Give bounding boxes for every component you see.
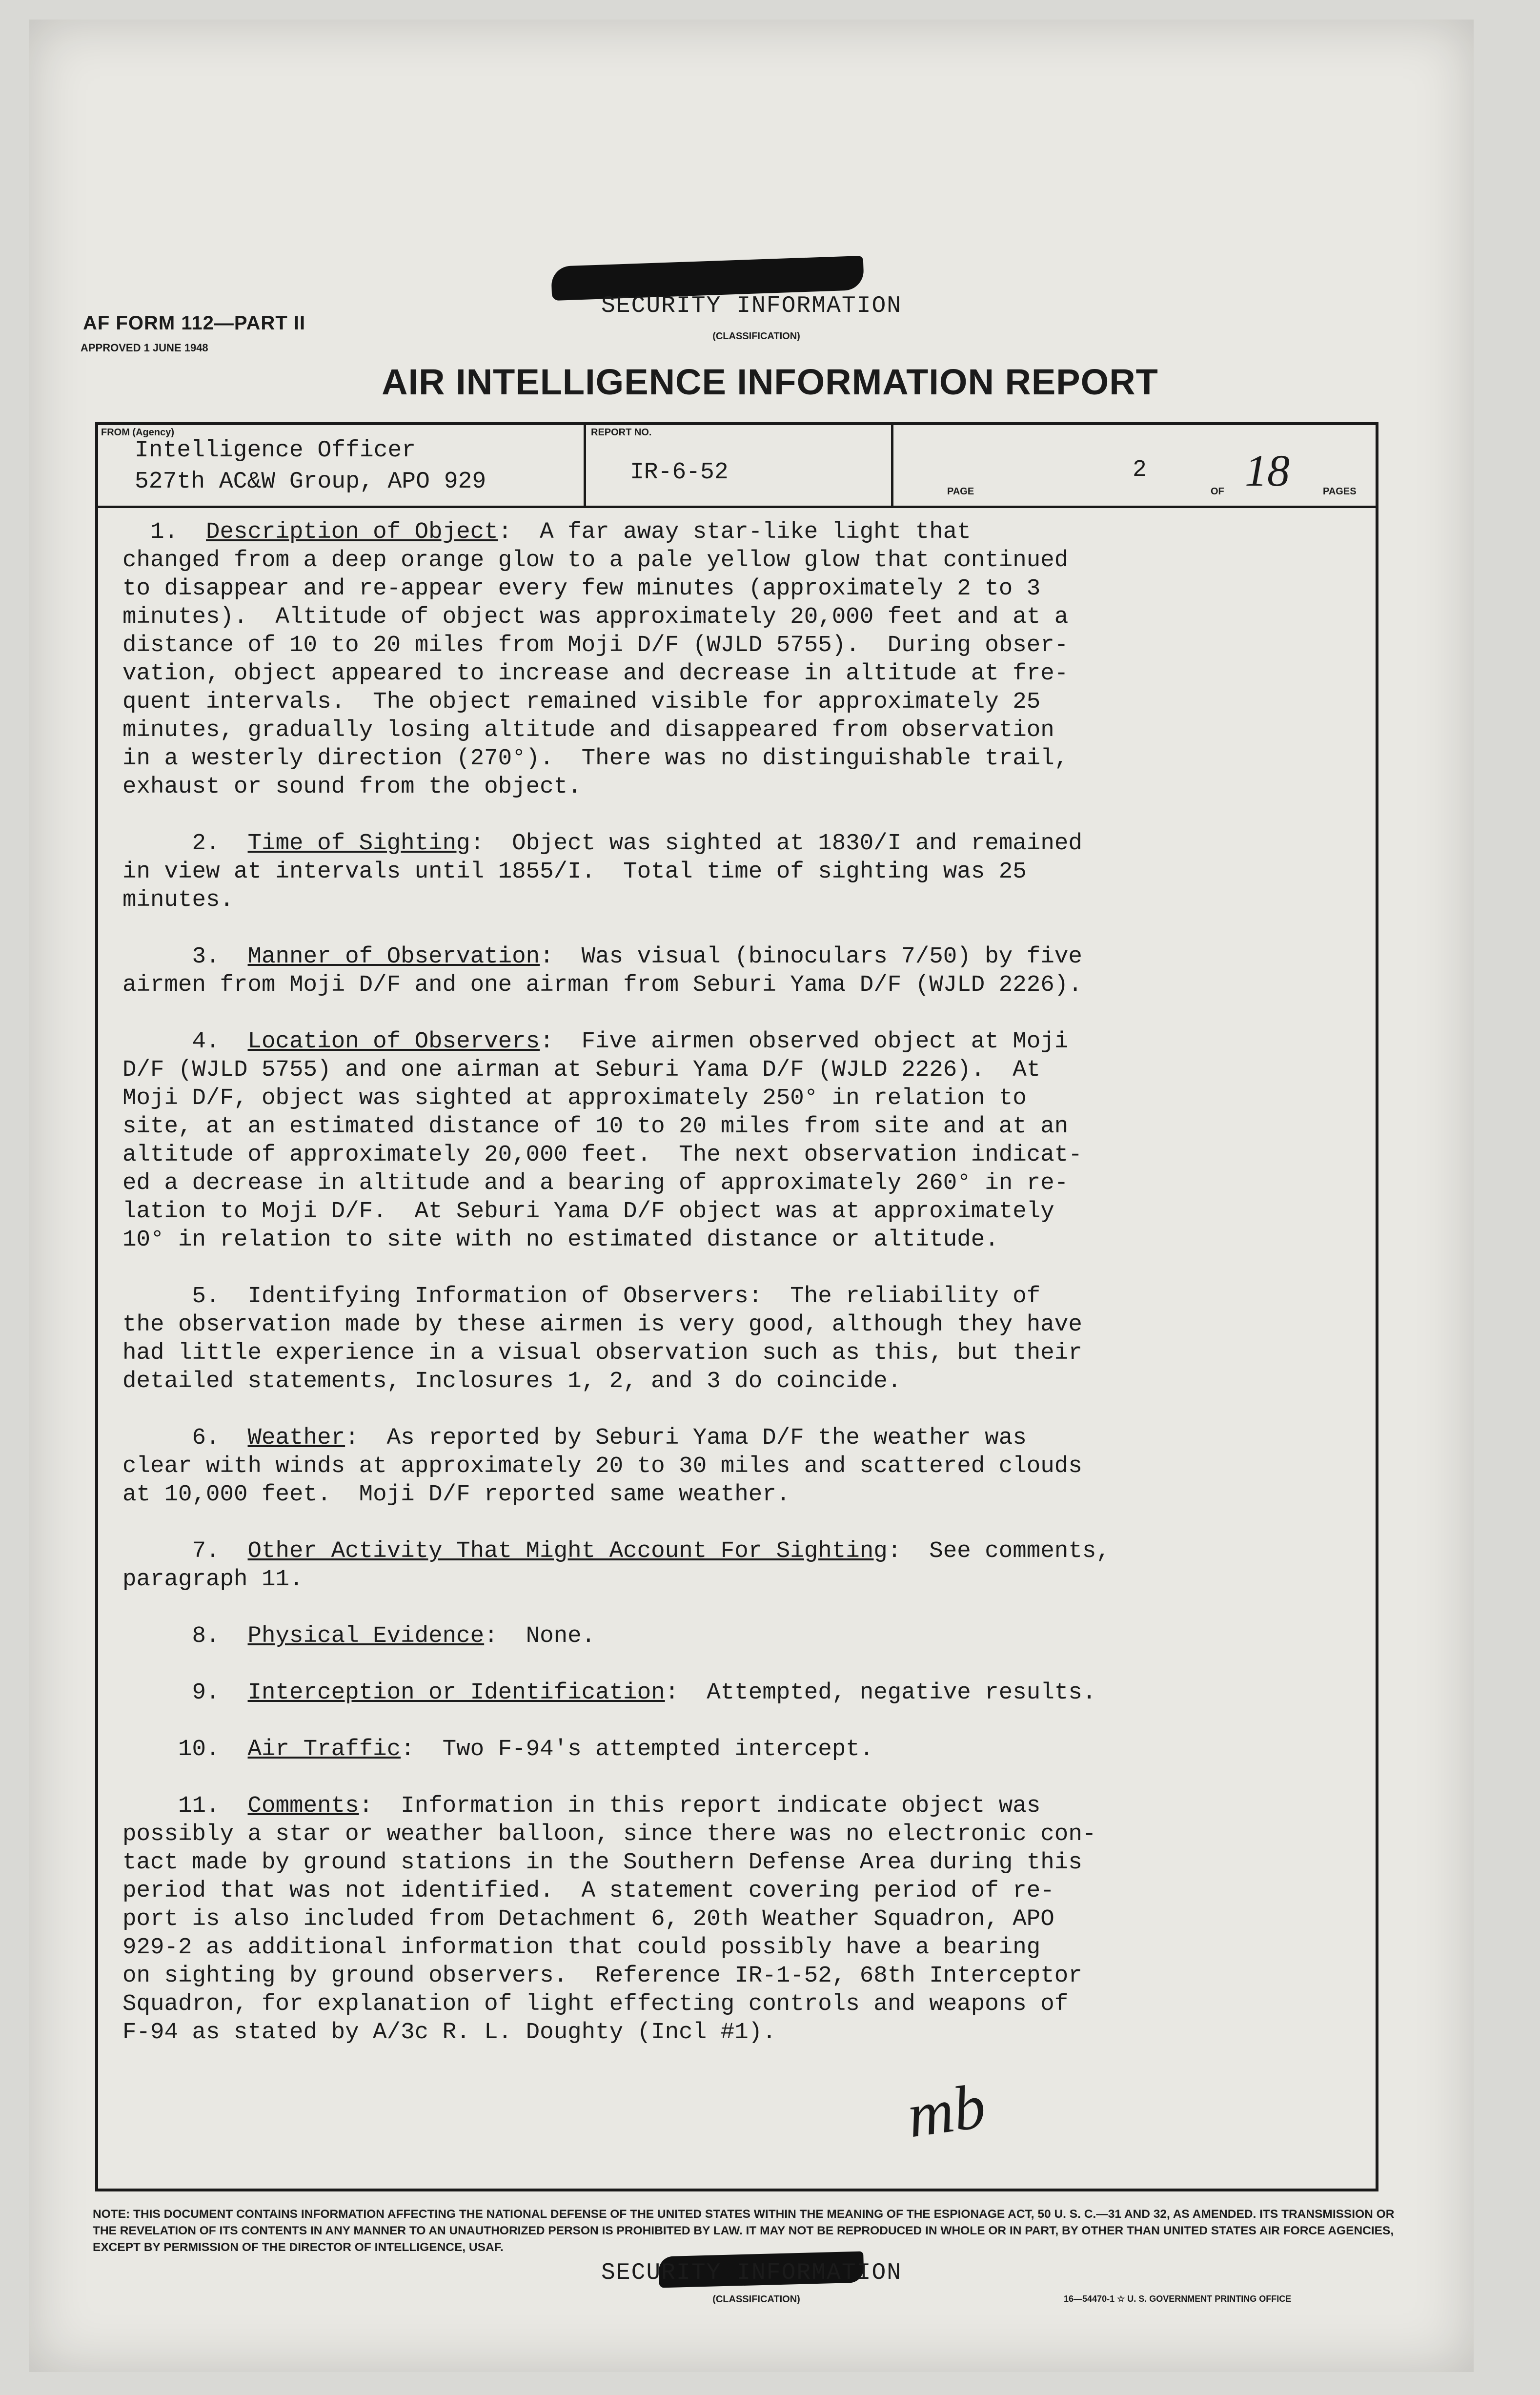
report-header bbox=[98, 425, 1376, 508]
paragraph-heading: Weather bbox=[247, 1425, 345, 1451]
paragraph-line bbox=[122, 1877, 1362, 1905]
paragraph-text: 7. bbox=[122, 1538, 248, 1564]
paragraph-text: 4. bbox=[122, 1028, 248, 1055]
paragraph-1 bbox=[122, 518, 1362, 801]
paragraph-heading: Interception or Identification bbox=[247, 1679, 665, 1706]
from-cell bbox=[98, 425, 586, 506]
paragraph-text: clear with winds at approximately 20 to 30 miles and scattered clouds bbox=[122, 1453, 1082, 1479]
paragraph-10 bbox=[122, 1735, 1362, 1763]
paragraph-text: distance of 10 to 20 miles from Moji D/F (WJLD 5755). During obser- bbox=[122, 632, 1069, 658]
paragraph-text: site, at an estimated distance of 10 to 20 miles from site and at an bbox=[122, 1113, 1069, 1140]
from-line-1: Intelligence Officer bbox=[135, 437, 416, 464]
paragraph-line bbox=[122, 518, 1362, 546]
paragraph-text: : As reported by Seburi Yama D/F the weather was bbox=[345, 1425, 1027, 1451]
paragraph-text: 10. bbox=[122, 1736, 248, 1762]
paragraph-3 bbox=[122, 942, 1362, 999]
paragraph-line bbox=[122, 659, 1362, 688]
paragraph-line bbox=[122, 546, 1362, 574]
paragraph-text: detailed statements, Inclosures 1, 2, and 3 do coincide. bbox=[122, 1368, 902, 1394]
paragraph-text: minutes, gradually losing altitude and disappeared from observation bbox=[122, 717, 1054, 743]
paragraph-line bbox=[122, 1112, 1362, 1141]
report-no-cell bbox=[586, 425, 893, 506]
legal-note: NOTE: THIS DOCUMENT CONTAINS INFORMATION AFFECTING THE NATIONAL DEFENSE OF THE UNITED STATES WITHIN THE MEANING OF THE ESPIONAGE ACT, 50 U. S. C.—31 AND 32, AS AMENDED. ITS TRANSMISSION OR THE REVELATION OF ITS CONTENTS IN ANY MANNER TO AN UNAUTHORIZED PERSON IS PROHIBITED BY LAW. IT MAY NOT BE REPRODUCED IN WHOLE OR IN PART, BY OTHER THAN UNITED STATES AIR FORCE AGENCIES, EXCEPT BY PERMISSION OF THE DIRECTOR OF INTELLIGENCE, USAF. bbox=[93, 2208, 1395, 2254]
paragraph-text: changed from a deep orange glow to a pale yellow glow that continued bbox=[122, 547, 1069, 573]
paragraph-heading: Air Traffic bbox=[247, 1736, 401, 1762]
paragraph-line bbox=[122, 603, 1362, 631]
paragraph-line bbox=[122, 1905, 1362, 1933]
paragraph-4 bbox=[122, 1027, 1362, 1254]
paragraph-line bbox=[122, 1848, 1362, 1877]
printing-office-mark: 16—54470-1 ☆ U. S. GOVERNMENT PRINTING OFFICE bbox=[1064, 2294, 1292, 2304]
paragraph-line bbox=[122, 1282, 1362, 1310]
report-no: IR-6-52 bbox=[630, 459, 729, 486]
paragraph-line bbox=[122, 1424, 1362, 1452]
paragraph-text: airmen from Moji D/F and one airman from Seburi Yama D/F (WJLD 2226). bbox=[122, 972, 1082, 998]
paragraph-line bbox=[122, 971, 1362, 999]
paragraph-line bbox=[122, 744, 1362, 773]
page-label: PAGE bbox=[947, 486, 974, 497]
paragraph-text: vation, object appeared to increase and decrease in altitude at fre- bbox=[122, 660, 1069, 687]
from-label: FROM (Agency) bbox=[101, 427, 174, 438]
paragraph-line bbox=[122, 1084, 1362, 1112]
paragraph-line bbox=[122, 574, 1362, 603]
paragraph-text: to disappear and re-appear every few minutes (approximately 2 to 3 bbox=[122, 575, 1041, 602]
from-agency bbox=[135, 435, 486, 497]
paragraph-line bbox=[122, 1990, 1362, 2018]
paragraph-text: paragraph 11. bbox=[122, 1566, 304, 1593]
paragraph-line bbox=[122, 773, 1362, 801]
report-title: AIR INTELLIGENCE INFORMATION REPORT bbox=[382, 362, 1158, 402]
paragraph-line bbox=[122, 886, 1362, 914]
paragraph-heading: Other Activity That Might Account For Sighting bbox=[247, 1538, 888, 1564]
paragraph-text: Moji D/F, object was sighted at approximately 250° in relation to bbox=[122, 1085, 1027, 1111]
paragraph-text: : Was visual (binoculars 7/50) by five bbox=[540, 943, 1082, 970]
paragraph-text: tact made by ground stations in the Southern Defense Area during this bbox=[122, 1849, 1082, 1876]
paragraph-line bbox=[122, 942, 1362, 971]
paragraph-line bbox=[122, 716, 1362, 744]
paragraph-line bbox=[122, 1367, 1362, 1395]
paragraph-line bbox=[122, 688, 1362, 716]
paragraph-6 bbox=[122, 1424, 1362, 1509]
classification-top-label: (CLASSIFICATION) bbox=[712, 331, 800, 342]
paragraph-line bbox=[122, 1792, 1362, 1820]
page-cell bbox=[893, 425, 1377, 506]
paragraph-line bbox=[122, 829, 1362, 858]
paragraph-text: minutes. bbox=[122, 887, 234, 913]
paragraph-text: Squadron, for explanation of light effecting controls and weapons of bbox=[122, 1991, 1069, 2017]
paragraph-text: possibly a star or weather balloon, since there was no electronic con- bbox=[122, 1821, 1096, 1847]
paragraph-line bbox=[122, 1565, 1362, 1594]
paragraph-text: the observation made by these airmen is very good, although they have bbox=[122, 1311, 1082, 1338]
paragraph-11 bbox=[122, 1792, 1362, 2047]
report-frame bbox=[95, 422, 1378, 2191]
paragraph-text: : A far away star-like light that bbox=[498, 519, 971, 545]
paragraph-text: : Information in this report indicate object was bbox=[359, 1793, 1041, 1819]
classification-bottom: SECURITY INFORMATION bbox=[601, 2260, 902, 2286]
page-number: 2 bbox=[1133, 457, 1147, 483]
paragraph-line bbox=[122, 1226, 1362, 1254]
paragraph-text: 2. bbox=[122, 830, 248, 857]
paragraph-line bbox=[122, 1735, 1362, 1763]
paragraph-text: F-94 as stated by A/3c R. L. Doughty (Incl #1). bbox=[122, 2019, 776, 2046]
paragraph-line bbox=[122, 631, 1362, 659]
paragraph-heading: Physical Evidence bbox=[247, 1623, 485, 1649]
classification-top: SECURITY INFORMATION bbox=[601, 293, 902, 319]
paragraph-line bbox=[122, 1622, 1362, 1650]
paragraph-text: : See comments, bbox=[887, 1538, 1110, 1564]
paragraph-line bbox=[122, 1452, 1362, 1480]
paragraph-text: exhaust or sound from the object. bbox=[122, 774, 582, 800]
paragraph-text: : Attempted, negative results. bbox=[665, 1679, 1096, 1706]
paragraph-heading: Time of Sighting bbox=[247, 830, 470, 857]
paragraph-line bbox=[122, 1962, 1362, 1990]
paragraph-line bbox=[122, 1933, 1362, 1962]
paragraph-line bbox=[122, 1027, 1362, 1056]
paragraph-text: quent intervals. The object remained visible for approximately 25 bbox=[122, 689, 1041, 715]
paragraph-heading: Location of Observers bbox=[247, 1028, 540, 1055]
paragraph-line bbox=[122, 1169, 1362, 1197]
paragraph-text: period that was not identified. A statement covering period of re- bbox=[122, 1878, 1054, 1904]
pages-label: PAGES bbox=[1323, 486, 1357, 497]
report-no-label: REPORT NO. bbox=[591, 427, 652, 438]
paragraph-text: lation to Moji D/F. At Seburi Yama D/F object was at approximately bbox=[122, 1198, 1054, 1225]
paragraph-text: D/F (WJLD 5755) and one airman at Seburi Yama D/F (WJLD 2226). At bbox=[122, 1057, 1041, 1083]
paragraph-text: in a westerly direction (270°). There was no distinguishable trail, bbox=[122, 745, 1069, 772]
form-approved-date: APPROVED 1 JUNE 1948 bbox=[81, 342, 208, 354]
paragraph-text: minutes). Altitude of object was approximately 20,000 feet and at a bbox=[122, 604, 1069, 630]
paragraph-line bbox=[122, 1141, 1362, 1169]
paragraph-text: 9. bbox=[122, 1679, 248, 1706]
paragraph-line bbox=[122, 1537, 1362, 1565]
paragraph-line bbox=[122, 1480, 1362, 1509]
paragraph-heading: Description of Object bbox=[206, 519, 498, 545]
paragraph-text: 929-2 as additional information that could possibly have a bearing bbox=[122, 1934, 1041, 1961]
report-body bbox=[122, 518, 1362, 2075]
paragraph-9 bbox=[122, 1679, 1362, 1707]
paragraph-text: 10° in relation to site with no estimated distance or altitude. bbox=[122, 1227, 999, 1253]
paragraph-text: 6. bbox=[122, 1425, 248, 1451]
paragraph-text: port is also included from Detachment 6, 20th Weather Squadron, APO bbox=[122, 1906, 1054, 1932]
paragraph-text: : None. bbox=[484, 1623, 596, 1649]
paragraph-text: in view at intervals until 1855/I. Total time of sighting was 25 bbox=[122, 859, 1027, 885]
paragraph-heading: Manner of Observation bbox=[247, 943, 540, 970]
paragraph-text: : Two F-94's attempted intercept. bbox=[401, 1736, 874, 1762]
signature: mb bbox=[903, 2070, 990, 2151]
paragraph-line bbox=[122, 858, 1362, 886]
paragraph-heading: Comments bbox=[247, 1793, 359, 1819]
paragraph-text: 8. bbox=[122, 1623, 248, 1649]
paragraph-text: ed a decrease in altitude and a bearing of approximately 260° in re- bbox=[122, 1170, 1069, 1196]
paragraph-8 bbox=[122, 1622, 1362, 1650]
paragraph-text: 11. bbox=[122, 1793, 248, 1819]
paragraph-text: had little experience in a visual observation such as this, but their bbox=[122, 1340, 1082, 1366]
paragraph-line bbox=[122, 1679, 1362, 1707]
form-id: AF FORM 112—PART II bbox=[83, 312, 306, 334]
classification-bottom-label: (CLASSIFICATION) bbox=[712, 2294, 800, 2305]
paragraph-line bbox=[122, 1056, 1362, 1084]
paragraph-line bbox=[122, 1820, 1362, 1848]
paragraph-7 bbox=[122, 1537, 1362, 1594]
paragraph-line bbox=[122, 1310, 1362, 1339]
total-pages: 18 bbox=[1245, 446, 1290, 495]
from-line-2: 527th AC&W Group, APO 929 bbox=[135, 469, 486, 495]
of-label: OF bbox=[1211, 486, 1224, 497]
paragraph-text: 3. bbox=[122, 943, 248, 970]
paragraph-2 bbox=[122, 829, 1362, 914]
paragraph-line bbox=[122, 1339, 1362, 1367]
paragraph-text: : Five airmen observed object at Moji bbox=[540, 1028, 1069, 1055]
paragraph-line bbox=[122, 2018, 1362, 2047]
paragraph-text: 1. bbox=[122, 519, 206, 545]
paragraph-5 bbox=[122, 1282, 1362, 1395]
paragraph-text: altitude of approximately 20,000 feet. The next observation indicat- bbox=[122, 1142, 1082, 1168]
paragraph-text: on sighting by ground observers. Reference IR-1-52, 68th Interceptor bbox=[122, 1963, 1082, 1989]
paragraph-text: : Object was sighted at 1830/I and remained bbox=[470, 830, 1082, 857]
paragraph-text: 5. Identifying Information of Observers: The reliability of bbox=[122, 1283, 1041, 1310]
paragraph-text: at 10,000 feet. Moji D/F reported same weather. bbox=[122, 1481, 790, 1508]
paragraph-line bbox=[122, 1197, 1362, 1226]
